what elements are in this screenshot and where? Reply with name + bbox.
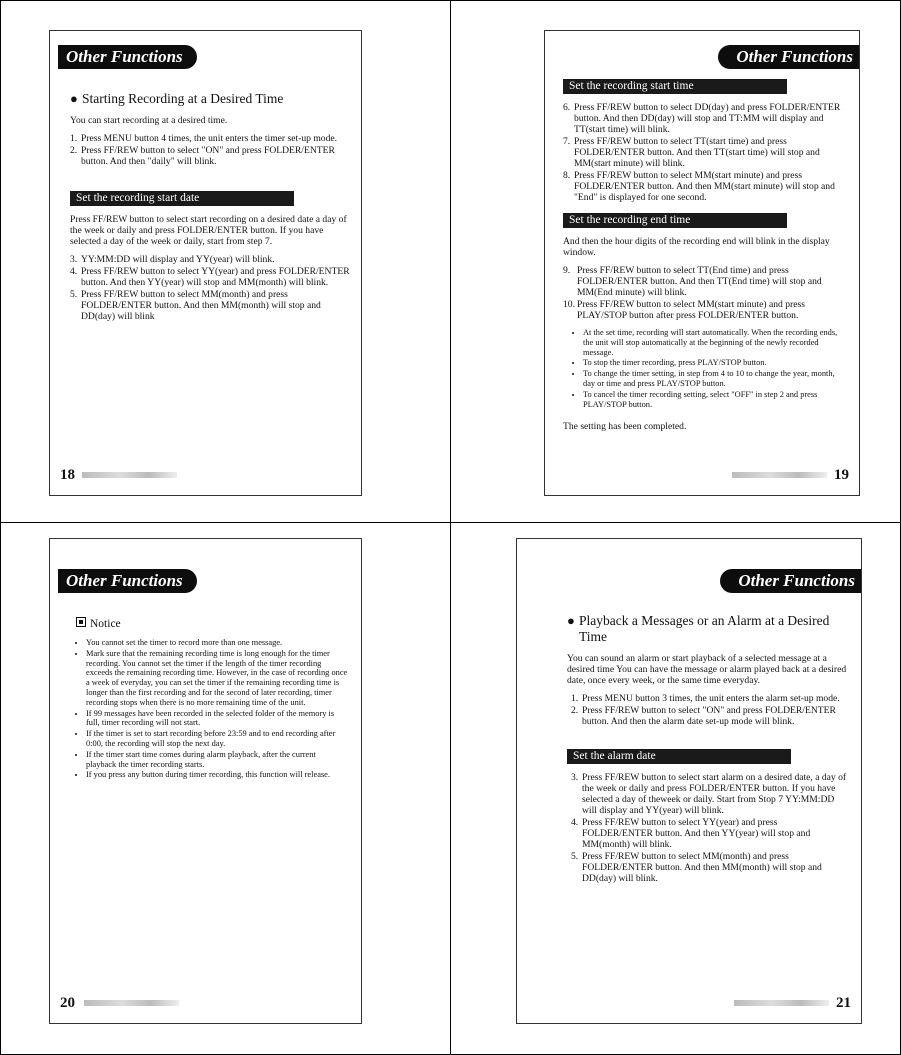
page-banner: Other Functions xyxy=(58,569,197,593)
section-bar: Set the alarm date xyxy=(567,749,791,764)
intro-text: You can start recording at a desired time. xyxy=(70,115,228,126)
section-bar: Set the recording end time xyxy=(563,213,787,228)
section-bar: Set the recording start time xyxy=(563,79,787,94)
list-item: • If 99 messages have been recorded in the selected folder of the memory is full, timer recording will not start. xyxy=(86,709,348,729)
section-bar: Set the recording start date xyxy=(70,191,294,206)
step-item: 5. Press FF/REW button to select MM(month) and press FOLDER/ENTER button. And then MM(month) will stop and DD(day) will blink. xyxy=(571,851,822,884)
paragraph: And then the hour digits of the recording end will blink in the display window. xyxy=(563,236,830,258)
page-number: 21 xyxy=(836,995,851,1011)
list-item: • If you press any button during timer recording, this function will release. xyxy=(86,770,348,780)
step-item: 2. Press FF/REW button to select "ON" and press FOLDER/ENTER button. And then the alarm date set-up mode will blink. xyxy=(571,705,836,727)
closing-text: The setting has been completed. xyxy=(563,421,687,433)
bullet-icon: ● xyxy=(70,91,78,106)
step-item: 1. Press MENU button 3 times, the unit enters the alarm set-up mode. xyxy=(571,693,840,704)
bullet-icon: ● xyxy=(567,613,575,628)
step-item: 4. Press FF/REW button to select YY(year) and press FOLDER/ENTER button. And then YY(year) will stop and MM(month) will blink. xyxy=(70,266,350,288)
intro-text: You can sound an alarm or start playback of a selected message at a desired time You can have the message or alarm played back at a desired date, once every week, or the same time everyday. xyxy=(567,653,847,686)
list-item: • You cannot set the timer to record more than one message. xyxy=(86,638,348,648)
paragraph: Press FF/REW button to select start recording on a desired date a day of the week or daily and press FOLDER/ENTER button. If you have selected a day of the week or daily, start from step 7. xyxy=(70,214,347,247)
bullet-list xyxy=(573,328,843,409)
step-item: 7. Press FF/REW button to select TT(start time) and press FOLDER/ENTER button. And then TT(start time) will stop and MM(start minute) will blink. xyxy=(563,136,820,169)
steps-list xyxy=(70,133,350,167)
page-number: 20 xyxy=(60,995,75,1011)
section-heading: ● Starting Recording at a Desired Time xyxy=(70,91,284,106)
footer-strip xyxy=(84,1000,179,1006)
page-banner: Other Functions xyxy=(720,569,861,593)
page-content xyxy=(563,79,843,439)
step-item: 9. Press FF/REW button to select TT(End time) and press FOLDER/ENTER button. And then TT(End time) will stop and MM(End minute) will blink. xyxy=(563,265,822,298)
bullet-list xyxy=(76,638,348,780)
page-content xyxy=(70,91,350,329)
list-item: • To cancel the timer recording setting, select "OFF" in step 2 and press PLAY/STOP button. xyxy=(583,390,843,410)
list-item: • If the timer is set to start recording before 23:59 and to end recording after 0:00, the recording will stop the next day. xyxy=(86,729,348,749)
page-content xyxy=(76,617,348,787)
page-19 xyxy=(544,30,860,496)
footer-strip xyxy=(732,472,827,478)
list-item: • Mark sure that the remaining recording time is long enough for the timer recording. You cannot set the timer if the length of the timer recording exceeds the remaining recording time. However, in the case of recording once a week of everyday, you can set the timer if the remaining recording time is longer than the first recording and for the second of later recording, timer recording stops when there is no more remaining time of the unit. xyxy=(86,649,348,708)
notice-heading: Notice xyxy=(76,617,348,630)
page-content xyxy=(567,613,849,891)
step-item: 6. Press FF/REW button to select DD(day) and press FOLDER/ENTER button. And then DD(day) will stop and TT:MM will display and TT(start time) will blink. xyxy=(563,102,841,135)
steps-list xyxy=(567,693,849,727)
step-item: 3. YY:MM:DD will display and YY(year) will blink. xyxy=(70,254,275,265)
step-item: 4. Press FF/REW button to select YY(year) and press FOLDER/ENTER button. And then YY(year) will stop and MM(month) will blink. xyxy=(571,817,811,850)
notice-icon xyxy=(76,617,86,627)
steps-list xyxy=(70,254,350,322)
vertical-divider xyxy=(450,0,451,1055)
page-18 xyxy=(49,30,362,496)
steps-list xyxy=(563,102,843,203)
step-item: 5. Press FF/REW button to select MM(month) and press FOLDER/ENTER button. And then MM(month) will stop and DD(day) will blink xyxy=(70,289,321,322)
page-number: 19 xyxy=(834,467,849,483)
page-banner: Other Functions xyxy=(58,45,197,69)
page-21 xyxy=(516,538,862,1024)
list-item: • To change the timer setting, in step from 4 to 10 to change the year, month, day or time and press PLAY/STOP button. xyxy=(583,369,843,389)
footer-strip xyxy=(734,1000,829,1006)
step-item: 1. Press MENU button 4 times, the unit enters the timer set-up mode. xyxy=(70,133,338,144)
footer-strip xyxy=(82,472,177,478)
list-item: • If the timer start time comes during alarm playback, after the current playback the timer recording starts. xyxy=(86,750,348,770)
section-heading: ● Playback a Messages or an Alarm at a Desired Time xyxy=(567,613,830,644)
page-number: 18 xyxy=(60,467,75,483)
list-item: • At the set time, recording will start automatically. When the recording ends, the unit will stop automatically at the beginning of the newly recorded message. xyxy=(583,328,843,357)
step-item: 8. Press FF/REW button to select MM(start minute) and press FOLDER/ENTER button. And then MM(start minute) will stop and "End" is displayed for one second. xyxy=(563,170,835,203)
list-item: • To stop the timer recording, press PLAY/STOP button. xyxy=(583,358,843,368)
steps-list xyxy=(567,772,849,884)
page-banner: Other Functions xyxy=(718,45,859,69)
page-20 xyxy=(49,538,362,1024)
step-item: 2. Press FF/REW button to select "ON" and press FOLDER/ENTER button. And then "daily" will blink. xyxy=(70,145,335,167)
step-item: 3. Press FF/REW button to select start alarm on a desired date, a day of the week or daily and press FOLDER/ENTER button. If you have selected a day of theweek or daily. Start from Stop 7 YY:MM:DD will display and YY(year) will blink. xyxy=(571,772,847,816)
step-item: 10. Press FF/REW button to select MM(start minute) and press PLAY/STOP button after press FOLDER/ENTER button. xyxy=(563,299,805,321)
steps-list xyxy=(563,265,843,321)
